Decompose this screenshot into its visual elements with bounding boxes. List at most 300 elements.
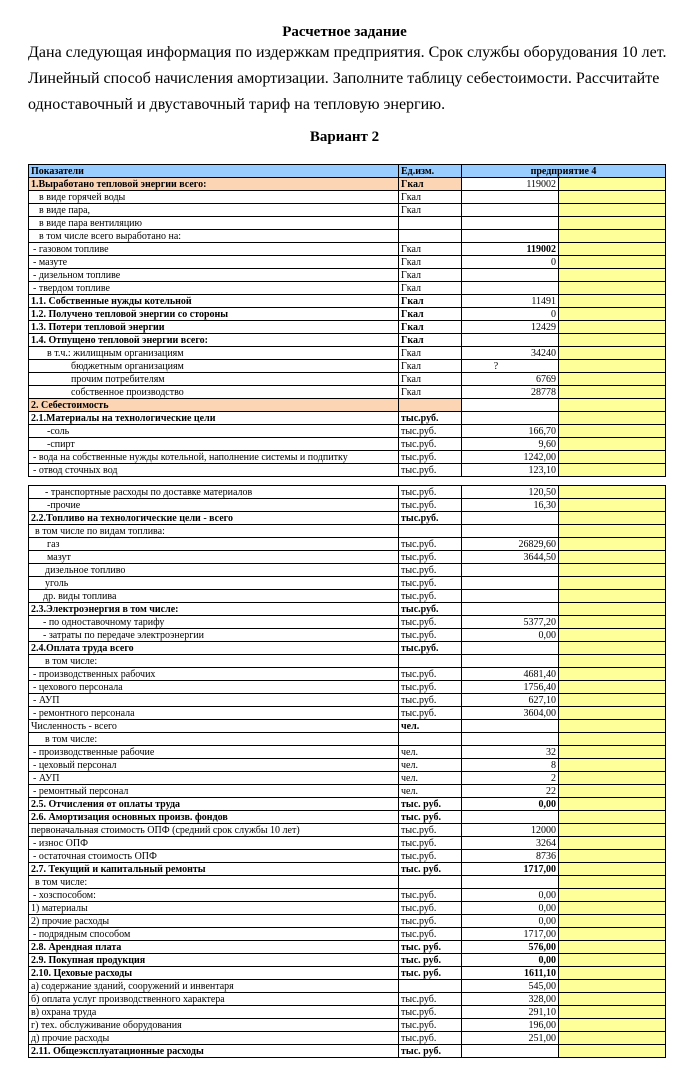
row-value: 4681,40	[462, 668, 559, 681]
table-row	[29, 499, 666, 512]
answer-input-cell[interactable]	[559, 1045, 666, 1058]
table-row	[29, 373, 666, 386]
row-label: газ	[29, 538, 399, 551]
row-label: - ремонтного персонала	[29, 707, 399, 720]
table-row	[29, 347, 666, 360]
row-value: 12000	[462, 824, 559, 837]
row-value: 166,70	[462, 425, 559, 438]
answer-input-cell[interactable]	[559, 941, 666, 954]
row-label: г) тех. обслуживание оборудования	[29, 1019, 399, 1032]
answer-input-cell[interactable]	[559, 850, 666, 863]
answer-input-cell[interactable]	[559, 681, 666, 694]
row-label: в виде пара вентиляцию	[29, 217, 399, 230]
answer-input-cell[interactable]	[559, 837, 666, 850]
answer-input-cell[interactable]	[559, 746, 666, 759]
row-value: 22	[462, 785, 559, 798]
answer-input-cell[interactable]	[559, 668, 666, 681]
table-row	[29, 451, 666, 464]
answer-input-cell[interactable]	[559, 642, 666, 655]
row-label: 1.4. Отпущено тепловой энергии всего:	[29, 334, 399, 347]
row-unit: тыс.руб.	[399, 438, 462, 451]
answer-input-cell[interactable]	[559, 230, 666, 243]
answer-input-cell[interactable]	[559, 178, 666, 191]
table-row	[29, 577, 666, 590]
row-unit	[399, 876, 462, 889]
row-value	[462, 204, 559, 217]
row-value: 8736	[462, 850, 559, 863]
table-row	[29, 850, 666, 863]
row-unit: Гкал	[399, 334, 462, 347]
answer-input-cell[interactable]	[559, 928, 666, 941]
row-value: 3264	[462, 837, 559, 850]
table-row	[29, 512, 666, 525]
row-label: др. виды топлива	[29, 590, 399, 603]
answer-input-cell[interactable]	[559, 616, 666, 629]
table-row	[29, 993, 666, 1006]
table-row	[29, 412, 666, 425]
row-label: - ремонтный персонал	[29, 785, 399, 798]
answer-input-cell[interactable]	[559, 373, 666, 386]
row-value	[462, 590, 559, 603]
header-unit: Ед.изм.	[399, 165, 462, 178]
row-unit: Гкал	[399, 204, 462, 217]
row-unit: тыс. руб.	[399, 941, 462, 954]
row-value: 0	[462, 308, 559, 321]
answer-input-cell[interactable]	[559, 694, 666, 707]
answer-input-cell[interactable]	[559, 759, 666, 772]
row-label: в том числе:	[29, 876, 399, 889]
table-row	[29, 386, 666, 399]
row-value: 545,00	[462, 980, 559, 993]
row-label: 2.6. Амортизация основных произв. фондов	[29, 811, 399, 824]
row-label: 1.2. Получено тепловой энергии со стороны	[29, 308, 399, 321]
row-value	[462, 811, 559, 824]
answer-input-cell[interactable]	[559, 464, 666, 477]
row-value	[462, 876, 559, 889]
row-unit	[399, 980, 462, 993]
answer-input-cell[interactable]	[559, 386, 666, 399]
row-unit: тыс.руб.	[399, 499, 462, 512]
row-unit: Гкал	[399, 282, 462, 295]
row-unit: тыс. руб.	[399, 863, 462, 876]
row-unit: тыс.руб.	[399, 616, 462, 629]
answer-input-cell[interactable]	[559, 993, 666, 1006]
row-label: -прочие	[29, 499, 399, 512]
row-label: 1.Выработано тепловой энергии всего:	[29, 178, 399, 191]
row-unit: тыс.руб.	[399, 486, 462, 499]
row-label: - затраты по передаче электроэнергии	[29, 629, 399, 642]
row-value: 120,50	[462, 486, 559, 499]
row-value	[462, 282, 559, 295]
row-value: 32	[462, 746, 559, 759]
table-row	[29, 824, 666, 837]
table-row	[29, 616, 666, 629]
row-value	[462, 642, 559, 655]
row-unit: тыс. руб.	[399, 1045, 462, 1058]
row-unit: Гкал	[399, 295, 462, 308]
table-row	[29, 733, 666, 746]
answer-input-cell[interactable]	[559, 980, 666, 993]
table-row	[29, 360, 666, 373]
table-row	[29, 655, 666, 668]
row-value: 0,00	[462, 889, 559, 902]
table-row	[29, 334, 666, 347]
table-row	[29, 564, 666, 577]
row-unit	[399, 230, 462, 243]
row-value: 1717,00	[462, 928, 559, 941]
row-label: 2.4.Оплата труда всего	[29, 642, 399, 655]
row-unit: тыс.руб.	[399, 1006, 462, 1019]
row-label: 2.5. Отчисления от оплаты труда	[29, 798, 399, 811]
row-label: - остаточная стоимость ОПФ	[29, 850, 399, 863]
row-value: 0,00	[462, 629, 559, 642]
row-unit	[399, 733, 462, 746]
answer-input-cell[interactable]	[559, 295, 666, 308]
row-value	[462, 564, 559, 577]
answer-input-cell[interactable]	[559, 217, 666, 230]
row-value	[462, 512, 559, 525]
table-header-row	[29, 165, 666, 178]
row-value: 576,00	[462, 941, 559, 954]
table-row	[29, 295, 666, 308]
row-unit: Гкал	[399, 373, 462, 386]
row-unit	[399, 525, 462, 538]
answer-input-cell[interactable]	[559, 551, 666, 564]
row-value: 1717,00	[462, 863, 559, 876]
table-row	[29, 694, 666, 707]
row-value: 123,10	[462, 464, 559, 477]
answer-input-cell[interactable]	[559, 902, 666, 915]
answer-input-cell[interactable]	[559, 282, 666, 295]
table-row	[29, 308, 666, 321]
table-row	[29, 902, 666, 915]
row-label: 2.10. Цеховые расходы	[29, 967, 399, 980]
table-row	[29, 889, 666, 902]
row-value: 5377,20	[462, 616, 559, 629]
answer-input-cell[interactable]	[559, 243, 666, 256]
row-unit: чел.	[399, 746, 462, 759]
row-value: 8	[462, 759, 559, 772]
answer-input-cell[interactable]	[559, 720, 666, 733]
answer-input-cell[interactable]	[559, 486, 666, 499]
answer-input-cell[interactable]	[559, 798, 666, 811]
row-value: 328,00	[462, 993, 559, 1006]
row-label: - производственных рабочих	[29, 668, 399, 681]
row-label: дизельное топливо	[29, 564, 399, 577]
table-row	[29, 590, 666, 603]
row-unit: тыс.руб.	[399, 642, 462, 655]
row-unit: тыс.руб.	[399, 694, 462, 707]
answer-input-cell[interactable]	[559, 347, 666, 360]
row-value	[462, 525, 559, 538]
table-row	[29, 464, 666, 477]
row-label: - транспортные расходы по доставке материалов	[29, 486, 399, 499]
row-value: 1611,10	[462, 967, 559, 980]
table-row	[29, 772, 666, 785]
table-row	[29, 425, 666, 438]
row-label: 1.1. Собственные нужды котельной	[29, 295, 399, 308]
answer-input-cell[interactable]	[559, 308, 666, 321]
row-unit	[399, 655, 462, 668]
row-unit: Гкал	[399, 243, 462, 256]
row-unit: тыс.руб.	[399, 707, 462, 720]
row-label: в том числе:	[29, 733, 399, 746]
answer-input-cell[interactable]	[559, 785, 666, 798]
answer-input-cell[interactable]	[559, 876, 666, 889]
row-label: д) прочие расходы	[29, 1032, 399, 1045]
row-value: 119002	[462, 243, 559, 256]
row-label: - мазуте	[29, 256, 399, 269]
row-value: 196,00	[462, 1019, 559, 1032]
row-label: - хозспособом:	[29, 889, 399, 902]
table-row	[29, 230, 666, 243]
row-label: 1) материалы	[29, 902, 399, 915]
row-label: 1.3. Потери тепловой энергии	[29, 321, 399, 334]
table-row	[29, 707, 666, 720]
answer-input-cell[interactable]	[559, 525, 666, 538]
row-label: - по одноставочному тарифу	[29, 616, 399, 629]
row-unit: тыс.руб.	[399, 451, 462, 464]
table-row	[29, 863, 666, 876]
row-unit: Гкал	[399, 386, 462, 399]
row-unit: тыс.руб.	[399, 993, 462, 1006]
row-value: 16,30	[462, 499, 559, 512]
row-unit: Гкал	[399, 308, 462, 321]
row-label: а) содержание зданий, сооружений и инвентаря	[29, 980, 399, 993]
row-unit: тыс.руб.	[399, 824, 462, 837]
row-unit	[399, 399, 462, 412]
row-label: в виде пара,	[29, 204, 399, 217]
answer-input-cell[interactable]	[559, 629, 666, 642]
answer-input-cell[interactable]	[559, 564, 666, 577]
answer-input-cell[interactable]	[559, 772, 666, 785]
row-value	[462, 577, 559, 590]
row-unit	[399, 217, 462, 230]
table-row	[29, 486, 666, 499]
table-row	[29, 980, 666, 993]
row-value	[462, 412, 559, 425]
answer-input-cell[interactable]	[559, 399, 666, 412]
row-label: уголь	[29, 577, 399, 590]
row-label: - отвод сточных вод	[29, 464, 399, 477]
row-unit: тыс.руб.	[399, 850, 462, 863]
row-unit: тыс.руб.	[399, 512, 462, 525]
answer-input-cell[interactable]	[559, 438, 666, 451]
table-row	[29, 321, 666, 334]
answer-input-cell[interactable]	[559, 451, 666, 464]
table-row	[29, 811, 666, 824]
row-unit: Гкал	[399, 191, 462, 204]
row-label: 2. Себестоимость	[29, 399, 399, 412]
row-value: 0,00	[462, 902, 559, 915]
row-unit: тыс.руб.	[399, 1032, 462, 1045]
row-unit: тыс.руб.	[399, 538, 462, 551]
answer-input-cell[interactable]	[559, 590, 666, 603]
row-unit: тыс. руб.	[399, 954, 462, 967]
row-label: - цеховый персонал	[29, 759, 399, 772]
table-row	[29, 746, 666, 759]
row-label: - АУП	[29, 772, 399, 785]
row-unit: тыс.руб.	[399, 889, 462, 902]
row-unit: тыс. руб.	[399, 967, 462, 980]
answer-input-cell[interactable]	[559, 1019, 666, 1032]
task-description: Дана следующая информация по издержкам предприятия. Срок службы оборудования 10 лет. Линейный способ начисления амортизации. Заполните таблицу себестоимости. Рассчитайте одноставочный и двуставочный тариф на тепловую энергию.	[28, 44, 667, 113]
table-row	[29, 399, 666, 412]
row-unit: тыс.руб.	[399, 464, 462, 477]
row-unit: чел.	[399, 772, 462, 785]
table-row	[29, 967, 666, 980]
answer-input-cell[interactable]	[559, 954, 666, 967]
answer-input-cell[interactable]	[559, 863, 666, 876]
table-row	[29, 269, 666, 282]
answer-input-cell[interactable]	[559, 1032, 666, 1045]
page-title: Расчетное задание	[282, 24, 407, 40]
answer-input-cell[interactable]	[559, 889, 666, 902]
row-label: 2.1.Материалы на технологические цели	[29, 412, 399, 425]
row-label: 2.8. Арендная плата	[29, 941, 399, 954]
row-value: 11491	[462, 295, 559, 308]
table-row	[29, 928, 666, 941]
answer-input-cell[interactable]	[559, 269, 666, 282]
row-value	[462, 1045, 559, 1058]
row-label: -соль	[29, 425, 399, 438]
answer-input-cell[interactable]	[559, 967, 666, 980]
table-row	[29, 837, 666, 850]
row-label: 2.3.Электроэнергия в том числе:	[29, 603, 399, 616]
answer-input-cell[interactable]	[559, 360, 666, 373]
row-unit: Гкал	[399, 321, 462, 334]
table-row	[29, 256, 666, 269]
row-unit: тыс.руб.	[399, 551, 462, 564]
table-row	[29, 438, 666, 451]
row-value: 119002	[462, 178, 559, 191]
row-unit: тыс.руб.	[399, 837, 462, 850]
row-unit: тыс.руб.	[399, 590, 462, 603]
row-unit: Гкал	[399, 347, 462, 360]
row-label: - газовом топливе	[29, 243, 399, 256]
row-label: мазут	[29, 551, 399, 564]
answer-input-cell[interactable]	[559, 412, 666, 425]
answer-input-cell[interactable]	[559, 425, 666, 438]
answer-input-cell[interactable]	[559, 603, 666, 616]
row-unit: тыс.руб.	[399, 603, 462, 616]
row-value: 251,00	[462, 1032, 559, 1045]
row-unit: тыс.руб.	[399, 668, 462, 681]
table-row	[29, 798, 666, 811]
answer-input-cell[interactable]	[559, 824, 666, 837]
row-label: -спирт	[29, 438, 399, 451]
variant-heading: Вариант 2	[309, 129, 380, 145]
row-value: 291,10	[462, 1006, 559, 1019]
row-value: 28778	[462, 386, 559, 399]
row-value	[462, 191, 559, 204]
row-label: 2) прочие расходы	[29, 915, 399, 928]
table-row	[29, 720, 666, 733]
row-label: - цехового персонала	[29, 681, 399, 694]
table-row	[29, 629, 666, 642]
row-value	[462, 230, 559, 243]
table-row	[29, 538, 666, 551]
cost-table	[28, 164, 666, 1058]
row-label: в том числе по видам топлива:	[29, 525, 399, 538]
answer-input-cell[interactable]	[559, 577, 666, 590]
table-row	[29, 642, 666, 655]
table-row	[29, 876, 666, 889]
row-unit: чел.	[399, 759, 462, 772]
table-row	[29, 941, 666, 954]
row-unit: тыс.руб.	[399, 629, 462, 642]
table-row	[29, 1006, 666, 1019]
row-unit: тыс.руб.	[399, 412, 462, 425]
row-value	[462, 720, 559, 733]
row-label: - производственные рабочие	[29, 746, 399, 759]
row-unit: Гкал	[399, 269, 462, 282]
table-row	[29, 668, 666, 681]
row-label: 2.7. Текущий и капитальный ремонты	[29, 863, 399, 876]
row-unit: тыс.руб.	[399, 1019, 462, 1032]
answer-input-cell[interactable]	[559, 707, 666, 720]
row-unit: тыс.руб.	[399, 564, 462, 577]
header-enterprise: предприятие 4	[462, 165, 666, 178]
answer-input-cell[interactable]	[559, 256, 666, 269]
row-value	[462, 334, 559, 347]
row-value: 0	[462, 256, 559, 269]
table-row	[29, 1045, 666, 1058]
answer-input-cell[interactable]	[559, 334, 666, 347]
table-row	[29, 1019, 666, 1032]
row-value: 3644,50	[462, 551, 559, 564]
table-row	[29, 191, 666, 204]
row-label: 2.11. Общеэксплуатационные расходы	[29, 1045, 399, 1058]
row-unit: тыс.руб.	[399, 915, 462, 928]
answer-input-cell[interactable]	[559, 915, 666, 928]
answer-input-cell[interactable]	[559, 512, 666, 525]
table-row	[29, 204, 666, 217]
row-label: - вода на собственные нужды котельной, наполнение системы и подпитку	[29, 451, 399, 464]
row-label: - износ ОПФ	[29, 837, 399, 850]
answer-input-cell[interactable]	[559, 191, 666, 204]
row-value: 0,00	[462, 954, 559, 967]
table-row	[29, 681, 666, 694]
table-row	[29, 282, 666, 295]
row-value: 12429	[462, 321, 559, 334]
answer-input-cell[interactable]	[559, 1006, 666, 1019]
answer-input-cell[interactable]	[559, 204, 666, 217]
answer-input-cell[interactable]	[559, 499, 666, 512]
row-label: в) охрана труда	[29, 1006, 399, 1019]
table-row	[29, 551, 666, 564]
answer-input-cell[interactable]	[559, 321, 666, 334]
answer-input-cell[interactable]	[559, 733, 666, 746]
row-unit: тыс. руб.	[399, 798, 462, 811]
answer-input-cell[interactable]	[559, 811, 666, 824]
header-indicator: Показатели	[29, 165, 399, 178]
row-label: в т.ч.: жилищным организациям	[29, 347, 399, 360]
row-unit: тыс.руб.	[399, 928, 462, 941]
row-unit: тыс. руб.	[399, 811, 462, 824]
row-value: 1242,00	[462, 451, 559, 464]
row-value: 6769	[462, 373, 559, 386]
row-unit: тыс.руб.	[399, 425, 462, 438]
table-row	[29, 217, 666, 230]
answer-input-cell[interactable]	[559, 538, 666, 551]
row-label: 2.2.Топливо на технологические цели - всего	[29, 512, 399, 525]
answer-input-cell[interactable]	[559, 655, 666, 668]
row-label: - подрядным способом	[29, 928, 399, 941]
row-unit: чел.	[399, 785, 462, 798]
row-unit: Гкал	[399, 360, 462, 373]
table-row	[29, 603, 666, 616]
